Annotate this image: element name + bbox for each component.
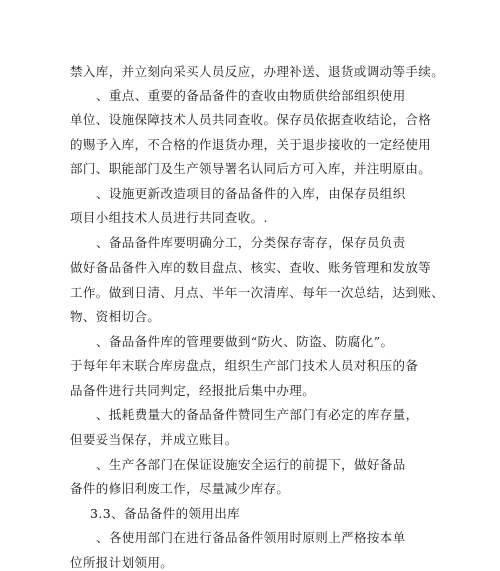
text-line: 、备品备件库的管理要做到“防火、防盗、防腐化”。 [96, 334, 394, 349]
text-line: 、各使用部门在进行备品备件领用时原则上严格按本单 [96, 530, 406, 545]
text-line: 禁入库，并立刻向采买人员反应，办理补送、退货或调动等手续。 [70, 64, 445, 79]
text-line: 备件的修旧利废工作，尽量减少库存。 [70, 481, 290, 496]
text-line: 品备件进行共同判定，经报批后集中办理。 [70, 383, 316, 398]
text-line: 、备品备件库要明确分工，分类保存寄存，保存员负责 [96, 235, 406, 250]
text-line: 但要妥当保存，并成立账目。 [70, 432, 238, 447]
text-line: 做好备品备件入库的数目盘点、核实、查收、账务管理和发放等 [70, 260, 432, 275]
text-line: 项目小组技术人员进行共同查收。. [70, 210, 268, 225]
text-line: 、重点、重要的备品备件的查收由物质供给部组织使用 [96, 88, 406, 103]
text-line: 工作。做到日清、月点、半年一次清库、每年一次总结，达到账、 [70, 285, 445, 300]
text-line: 的赐予入库，不合格的作退货办理，关于退步接收的一定经使用 [70, 137, 432, 152]
section-heading: 3.3、备品备件的领用出库 [90, 506, 241, 521]
text-line: 单位、设施保障技术人员共同查收。保存员依据查收结论，合格 [70, 112, 432, 127]
text-line: 、设施更新改造项目的备品备件的入库，由保存员组织 [96, 186, 406, 201]
text-line: 、抵耗费量大的备品备件赞同生产部门有必定的库存量， [96, 407, 419, 422]
text-line: 物、资相切合。 [70, 309, 161, 324]
text-line: 于每年年末联合库房盘点，组织生产部门技术人员对积压的备 [70, 358, 419, 373]
text-line: 部门、职能部门及生产领导署名认同后方可入库，并注明原由。 [70, 161, 432, 176]
text-line: 位所报计划领用。 [70, 555, 174, 570]
text-line: 、生产各部门在保证设施安全运行的前提下，做好备品 [96, 457, 406, 472]
